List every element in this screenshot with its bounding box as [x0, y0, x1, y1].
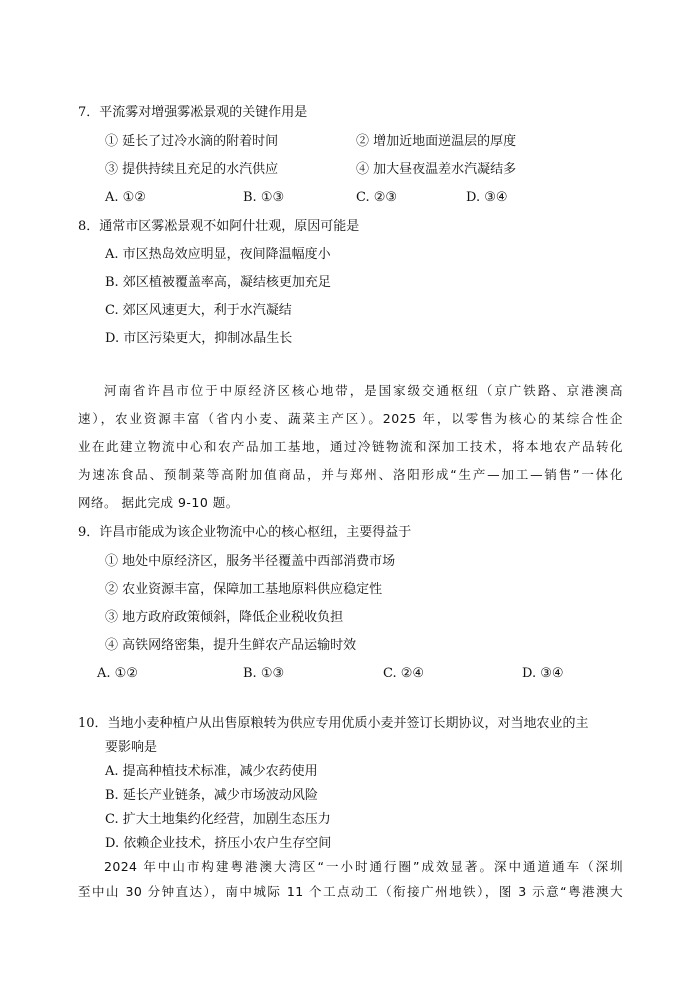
- q8-option-c: C. 郊区风速更大，利于水汽凝结: [105, 303, 292, 318]
- passage1-line-5: 网络。 据此完成 9-10 题。: [78, 495, 239, 510]
- q9-option-3: ③ 地方政府政策倾斜，降低企业税收负担: [105, 610, 344, 625]
- q10-option-d: D. 依赖企业技术，挤压小农户生存空间: [105, 836, 332, 851]
- passage2-line-2: 至中山 30 分钟直达），南中城际 11 个工点动工（衔接广州地铁），图 3 示意“粤港澳大: [78, 884, 623, 899]
- q9-stem: 9．许昌市能成为该企业物流中心的核心枢纽，主要得益于: [78, 525, 412, 540]
- q9-choice-d: D. ③④: [522, 666, 564, 681]
- q7-choice-a: A. ①②: [105, 190, 146, 205]
- q10-stem-line-2: 要影响是: [105, 740, 158, 755]
- q8-option-d: D. 市区污染更大，抑制冰晶生长: [105, 331, 293, 346]
- q9-choice-c: C. ②④: [383, 666, 425, 681]
- q8-option-b: B. 郊区植被覆盖率高，凝结核更加充足: [105, 275, 331, 290]
- q7-option-1: ① 延长了过冷水滴的附着时间: [105, 134, 279, 149]
- passage1-line-2: 速），农业资源丰富（省内小麦、蔬菜主产区）。2025 年，以零售为核心的某综合性企: [78, 411, 623, 426]
- q7-option-4: ④ 加大昼夜温差水汽凝结多: [356, 162, 517, 177]
- passage1-line-3: 业在此建立物流中心和农产品加工基地，通过冷链物流和深加工技术，将本地农产品转化: [78, 439, 623, 454]
- q9-option-2: ② 农业资源丰富，保障加工基地原料供应稳定性: [105, 582, 383, 597]
- q7-choice-c: C. ②③: [356, 190, 398, 205]
- q10-option-c: C. 扩大土地集约化经营，加剧生态压力: [105, 812, 331, 827]
- q10-option-a: A. 提高种植技术标准，减少农药使用: [105, 764, 318, 779]
- q7-option-2: ② 增加近地面逆温层的厚度: [356, 134, 517, 149]
- q9-option-4: ④ 高铁网络密集，提升生鲜农产品运输时效: [105, 638, 357, 653]
- passage2-line-1: 2024 年中山市构建粤港澳大湾区“一小时通行圈”成效显著。深中通道通车（深圳: [104, 859, 623, 874]
- q9-choice-a: A. ①②: [97, 666, 138, 681]
- q9-choice-b: B. ①③: [243, 666, 285, 681]
- q7-choice-b: B. ①③: [243, 190, 285, 205]
- q7-choice-d: D. ③④: [466, 190, 508, 205]
- q7-stem: 7．平流雾对增强雾凇景观的关键作用是: [78, 105, 308, 120]
- q7-option-3: ③ 提供持续且充足的水汽供应: [105, 162, 279, 177]
- q10-option-b: B. 延长产业链条，减少市场波动风险: [105, 788, 318, 803]
- q9-option-1: ① 地处中原经济区，服务半径覆盖中西部消费市场: [105, 554, 396, 569]
- passage1-line-4: 为速冻食品、预制菜等高附加值商品，并与郑州、洛阳形成“生产—加工—销售”一体化: [78, 467, 623, 482]
- q8-option-a: A. 市区热岛效应明显，夜间降温幅度小: [105, 247, 331, 262]
- q10-stem-line-1: 10．当地小麦种植户从出售原粮转为供应专用优质小麦并签订长期协议，对当地农业的主: [78, 716, 589, 731]
- passage1-line-1: 河南省许昌市位于中原经济区核心地带，是国家级交通枢纽（京广铁路、京港澳高: [104, 383, 623, 398]
- q8-stem: 8．通常市区雾凇景观不如阿什壮观，原因可能是: [78, 219, 360, 234]
